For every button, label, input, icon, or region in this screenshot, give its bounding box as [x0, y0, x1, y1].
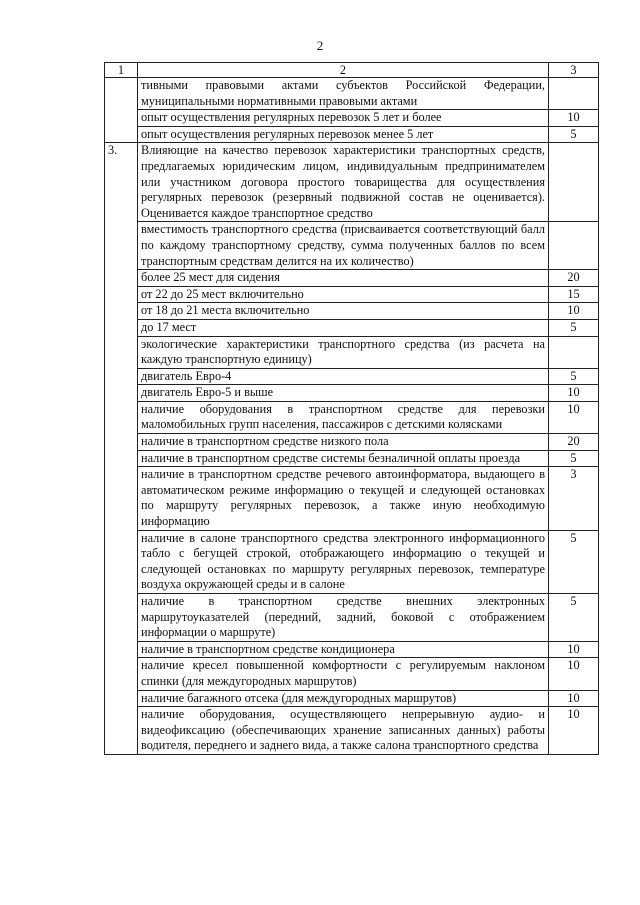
- table-row: [105, 78, 599, 110]
- criterion-text: наличие в транспортном средстве системы безналичной оплаты проезда: [138, 450, 549, 467]
- table-row: [105, 707, 599, 755]
- table-row: [105, 319, 599, 336]
- criterion-score: 5: [549, 450, 599, 467]
- criterion-text: наличие в транспортном средстве низкого пола: [138, 434, 549, 451]
- row-number: 3.: [105, 143, 138, 222]
- header-col-2: 2: [138, 63, 549, 78]
- row-number: [105, 270, 138, 287]
- table-row: [105, 303, 599, 320]
- table-row: [105, 401, 599, 433]
- criterion-text: от 22 до 25 мест включительно: [138, 286, 549, 303]
- row-number: [105, 368, 138, 385]
- criterion-score: 5: [549, 126, 599, 143]
- criterion-text: вместимость транспортного средства (присваивается соответствующий балл по каждому транспортному средству, сумма полученных баллов по всем транспортным средствам делится на их количество): [138, 222, 549, 270]
- row-number: [105, 450, 138, 467]
- row-number: [105, 222, 138, 270]
- criterion-score: [549, 78, 599, 110]
- table-row: [105, 658, 599, 690]
- criterion-score: 10: [549, 641, 599, 658]
- row-number: [105, 303, 138, 320]
- criterion-score: 20: [549, 270, 599, 287]
- criterion-score: 10: [549, 303, 599, 320]
- table-row: [105, 270, 599, 287]
- table-row: [105, 434, 599, 451]
- criterion-text: экологические характеристики транспортного средства (из расчета на каждую транспортную единицу): [138, 336, 549, 368]
- table-row: [105, 368, 599, 385]
- criterion-score: 10: [549, 690, 599, 707]
- criterion-score: 10: [549, 658, 599, 690]
- criterion-score: [549, 222, 599, 270]
- row-number: [105, 336, 138, 368]
- criterion-text: тивными правовыми актами субъектов Российской Федерации, муниципальными нормативными правовыми актами: [138, 78, 549, 110]
- criterion-score: 15: [549, 286, 599, 303]
- row-number: [105, 78, 138, 110]
- row-number: [105, 690, 138, 707]
- criterion-text: до 17 мест: [138, 319, 549, 336]
- criterion-text: наличие в транспортном средстве речевого автоинформатора, выдающего в автоматическом режиме информацию о текущей и следующей остановках по маршруту регулярных перевозок, а также иную необходимую информацию: [138, 467, 549, 530]
- row-number: [105, 385, 138, 402]
- header-col-3: 3: [549, 63, 599, 78]
- criterion-score: 10: [549, 110, 599, 127]
- criterion-score: 10: [549, 385, 599, 402]
- criterion-text: опыт осуществления регулярных перевозок 5 лет и более: [138, 110, 549, 127]
- criterion-text: наличие оборудования, осуществляющего непрерывную аудио- и видеофиксацию (обеспечивающих хранение записанных данных) работы водителя, переднего и заднего вида, а также салона транспортного средства: [138, 707, 549, 755]
- row-number: [105, 401, 138, 433]
- header-col-1: 1: [105, 63, 138, 78]
- table-header-row: [105, 63, 599, 78]
- table-row: [105, 336, 599, 368]
- page-number: 2: [316, 38, 324, 53]
- criterion-score: 20: [549, 434, 599, 451]
- table-row: [105, 385, 599, 402]
- criterion-text: наличие кресел повышенной комфортности с регулируемым наклоном спинки (для междугородных маршрутов): [138, 658, 549, 690]
- criterion-text: двигатель Евро-5 и выше: [138, 385, 549, 402]
- row-number: [105, 530, 138, 593]
- criterion-score: 5: [549, 594, 599, 642]
- table-row: [105, 690, 599, 707]
- row-number: [105, 467, 138, 530]
- table-row: [105, 126, 599, 143]
- criterion-text: от 18 до 21 места включительно: [138, 303, 549, 320]
- row-number: [105, 707, 138, 755]
- criterion-text: наличие в салоне транспортного средства электронного информационного табло с бегущей строкой, отображающего информацию о текущей и следующей остановках по маршруту регулярных перевозок, температуре воздуха окружающей среды и в салоне: [138, 530, 549, 593]
- table-row: [105, 467, 599, 530]
- table-row: [105, 450, 599, 467]
- table-row: [105, 143, 599, 222]
- row-number: [105, 641, 138, 658]
- criterion-text: опыт осуществления регулярных перевозок менее 5 лет: [138, 126, 549, 143]
- criterion-text: более 25 мест для сидения: [138, 270, 549, 287]
- criterion-score: [549, 143, 599, 222]
- row-number: [105, 594, 138, 642]
- criterion-text: двигатель Евро-4: [138, 368, 549, 385]
- criteria-table: [104, 62, 599, 755]
- criterion-text: наличие в транспортном средстве внешних электронных маршрутоуказателей (передний, задний, боковой с отображением информации о маршруте): [138, 594, 549, 642]
- table-row: [105, 110, 599, 127]
- table-row: [105, 530, 599, 593]
- criterion-score: 3: [549, 467, 599, 530]
- row-number: [105, 286, 138, 303]
- criterion-text: Влияющие на качество перевозок характеристики транспортных средств, предлагаемых юридическим лицом, индивидуальным предпринимателем или участником договора простого товарищества для осуществления регулярных перевозок (резервный подвижной состав не оценивается). Оценивается каждое транспортное средство: [138, 143, 549, 222]
- criterion-text: наличие багажного отсека (для междугородных маршрутов): [138, 690, 549, 707]
- criterion-score: 5: [549, 530, 599, 593]
- row-number: [105, 658, 138, 690]
- criterion-score: 10: [549, 707, 599, 755]
- criterion-score: [549, 336, 599, 368]
- table-row: [105, 641, 599, 658]
- criterion-text: наличие оборудования в транспортном средстве для перевозки маломобильных групп населения, пассажиров с детскими колясками: [138, 401, 549, 433]
- row-number: [105, 434, 138, 451]
- criterion-score: 5: [549, 319, 599, 336]
- row-number: [105, 319, 138, 336]
- criterion-score: 5: [549, 368, 599, 385]
- criterion-text: наличие в транспортном средстве кондиционера: [138, 641, 549, 658]
- row-number: [105, 126, 138, 143]
- row-number: [105, 110, 138, 127]
- table-row: [105, 594, 599, 642]
- criterion-score: 10: [549, 401, 599, 433]
- table-row: [105, 222, 599, 270]
- table-row: [105, 286, 599, 303]
